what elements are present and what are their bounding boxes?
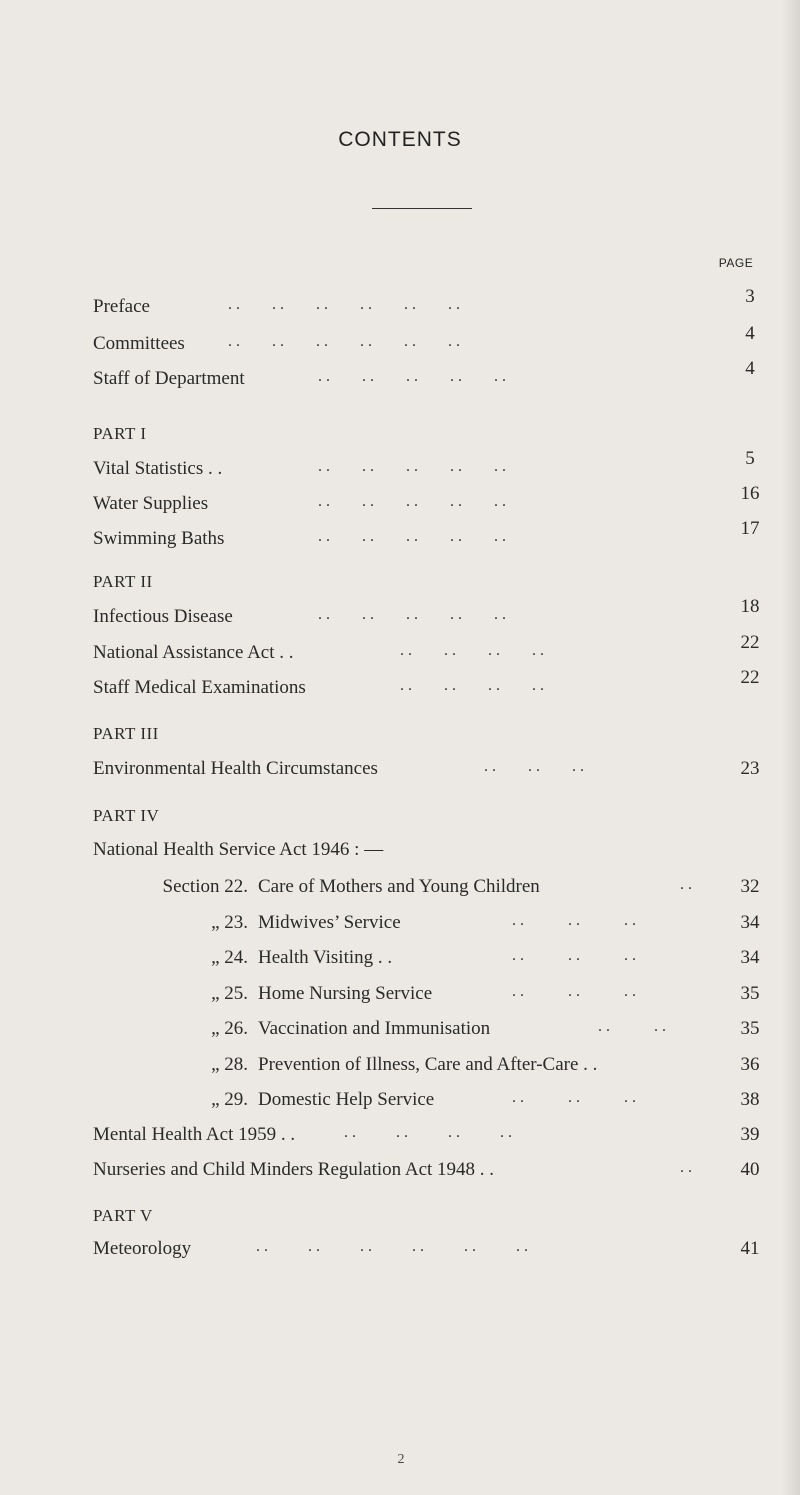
toc-label: Care of Mothers and Young Children [258, 876, 540, 897]
leader-dots: . . . . [598, 1018, 666, 1035]
section-number: Section 22. [162, 876, 248, 897]
toc-label: National Assistance Act . . [93, 642, 294, 663]
toc-entry-section-28[interactable] [0, 1054, 800, 1084]
section-number: „ 24. [211, 947, 248, 968]
toc-page: 18 [740, 596, 760, 617]
leader-dots: . . . . . . . . . . [318, 368, 506, 385]
toc-page: 35 [740, 983, 760, 1004]
toc-label: Domestic Help Service [258, 1089, 435, 1110]
leader-dots: . . [680, 876, 692, 893]
leader-dots: . . . . . . [512, 912, 636, 929]
toc-page: 4 [745, 358, 755, 379]
leader-dots: . . . . . . . . . . [318, 458, 506, 475]
toc-label: Water Supplies [93, 493, 209, 514]
toc-entry-section-26[interactable] [0, 1018, 800, 1048]
toc-page: 41 [740, 1238, 760, 1259]
toc-entry-vital-statistics[interactable] [0, 448, 800, 488]
toc-entry-water-supplies[interactable] [0, 483, 800, 523]
toc-entry-environmental-health[interactable] [0, 758, 800, 788]
section-number: „ 29. [211, 1089, 248, 1110]
toc-page: 38 [740, 1089, 760, 1110]
contents-title: CONTENTS [338, 128, 462, 151]
toc-label: Midwives’ Service [258, 912, 401, 933]
leader-dots: . . . . . . [512, 1089, 636, 1106]
toc-entry-section-29[interactable] [0, 1089, 800, 1119]
page-column-heading: PAGE [718, 256, 754, 270]
toc-label: Staff Medical Examinations [93, 677, 306, 698]
toc-entry-section-24[interactable] [0, 947, 800, 977]
toc-entry-preface[interactable] [0, 286, 800, 326]
toc-entry-infectious-disease[interactable] [0, 596, 800, 636]
part-3-heading: PART III [93, 724, 159, 743]
act-label: National Health Service Act 1946 : — [93, 839, 384, 860]
toc-page: 36 [740, 1054, 760, 1075]
toc-page: 22 [740, 667, 760, 688]
section-number: „ 26. [211, 1018, 248, 1039]
part-5-heading: PART V [93, 1206, 153, 1225]
section-number: „ 25. [211, 983, 248, 1004]
leader-dots: . . . . . . . . . . [318, 493, 506, 510]
toc-label: Staff of Department [93, 368, 245, 389]
toc-label: Meteorology [93, 1238, 192, 1259]
page-folio: 2 [397, 1452, 405, 1467]
page-edge-shadow [782, 0, 800, 1495]
leader-dots: . . . . . . [512, 983, 636, 1000]
leader-dots: . . . . . . [484, 758, 584, 775]
toc-label: Vaccination and Immunisation [258, 1018, 491, 1039]
toc-page: 16 [740, 483, 760, 504]
toc-label: Committees [93, 333, 185, 354]
leader-dots: . . . . . . [512, 947, 636, 964]
toc-page: 17 [740, 518, 760, 539]
leader-dots: . . [680, 1159, 692, 1176]
section-number: „ 28. [211, 1054, 248, 1075]
leader-dots: . . . . . . . . [344, 1124, 512, 1141]
leader-dots: . . . . . . . . [400, 642, 544, 659]
toc-page: 34 [740, 947, 760, 968]
toc-page: 23 [740, 758, 760, 779]
title-rule [372, 208, 472, 209]
toc-label: Home Nursing Service [258, 983, 433, 1004]
toc-entry-swimming-baths[interactable] [0, 518, 800, 558]
part-4-heading: PART IV [93, 806, 160, 825]
toc-entry-staff-medical-examinations[interactable] [0, 667, 800, 707]
act-heading [0, 839, 800, 869]
toc-page: 32 [740, 876, 760, 897]
toc-page: 34 [740, 912, 760, 933]
toc-entry-section-23[interactable] [0, 912, 800, 942]
toc-label: Nurseries and Child Minders Regulation Act 1948 . . [93, 1159, 495, 1180]
leader-dots: . . . . . . . . . . . . [228, 333, 460, 350]
toc-page: 35 [740, 1018, 760, 1039]
toc-page: 5 [745, 448, 755, 469]
part-1-heading: PART I [93, 424, 147, 443]
toc-page: 39 [740, 1124, 760, 1145]
toc-page: 40 [740, 1159, 760, 1180]
leader-dots: . . . . . . . . . . [318, 606, 506, 623]
toc-page: 22 [740, 632, 760, 653]
toc-label: Preface [93, 296, 150, 317]
toc-entry-national-assistance-act[interactable] [0, 632, 800, 672]
leader-dots: . . . . . . . . . . . . [256, 1238, 528, 1255]
toc-entry-section-22[interactable] [0, 876, 800, 906]
toc-label: Vital Statistics . . [93, 458, 223, 479]
toc-entry-meteorology[interactable] [0, 1238, 800, 1268]
toc-entry-staff-of-department[interactable] [0, 358, 800, 398]
leader-dots: . . . . . . . . . . [318, 528, 506, 545]
toc-label: Health Visiting . . [258, 947, 393, 968]
toc-entry-mental-health-act[interactable] [0, 1124, 800, 1154]
toc-label: Swimming Baths [93, 528, 225, 549]
toc-entry-nurseries-act[interactable] [0, 1159, 800, 1189]
leader-dots: . . . . . . . . . . . . [228, 296, 460, 313]
toc-entry-section-25[interactable] [0, 983, 800, 1013]
toc-label: Mental Health Act 1959 . . [93, 1124, 296, 1145]
toc-label: Infectious Disease [93, 606, 233, 627]
toc-page: 3 [745, 286, 755, 307]
toc-entry-committees[interactable] [0, 323, 800, 363]
part-2-heading: PART II [93, 572, 153, 591]
toc-label: Environmental Health Circumstances [93, 758, 378, 779]
toc-label: Prevention of Illness, Care and After-Care . . [258, 1054, 598, 1075]
toc-page: 4 [745, 323, 755, 344]
section-number: „ 23. [211, 912, 248, 933]
leader-dots: . . . . . . . . [400, 677, 544, 694]
